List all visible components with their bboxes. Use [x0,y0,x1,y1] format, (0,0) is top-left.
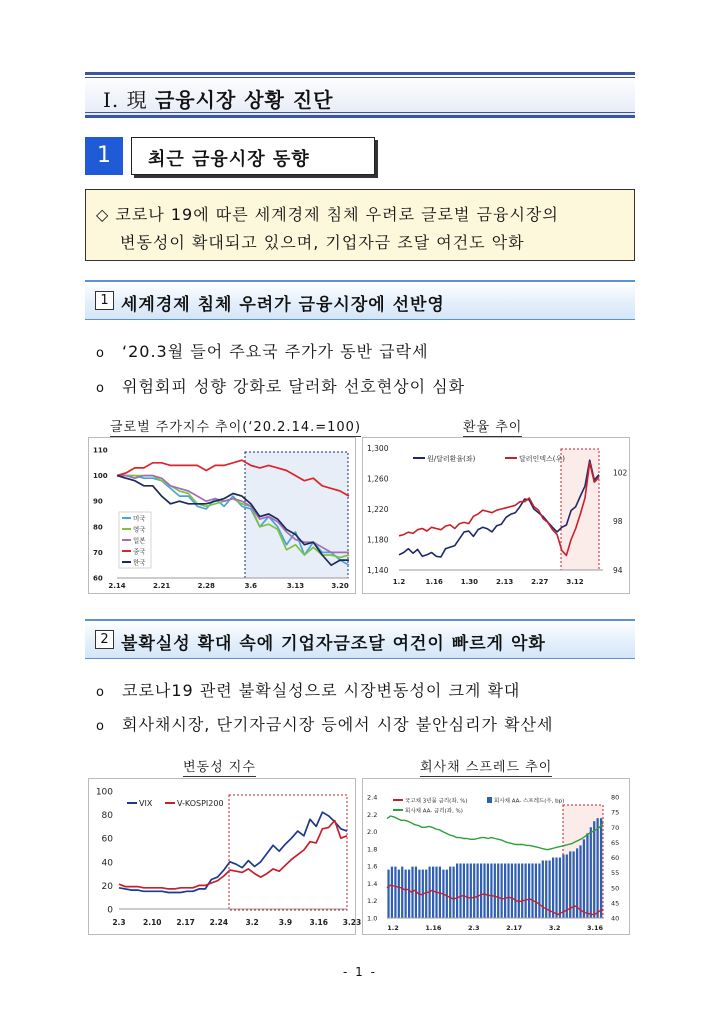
y-right-tick-label: 80 [611,793,620,802]
spread-bar [494,864,496,919]
x-tick-label: 3.23 [342,918,362,927]
subsection-header-1 [85,280,635,320]
summary-line-1: ◇ 코로나 19에 따른 세계경제 침체 우려로 글로벌 금융시장의 [96,205,559,224]
x-tick-label: 2.3 [468,924,480,932]
x-tick-label: 3.13 [286,582,305,590]
stock-chart-frame [88,437,356,594]
y-left-tick-label: 2.4 [367,793,378,802]
stock-index-chart [89,438,355,593]
spread-bar [504,864,506,919]
spread-bar [549,861,551,919]
legend-label: 국고채 3년물 금리(좌, %) [405,798,468,805]
chart-caption-vol: 변동성 지수 [183,756,256,777]
x-tick-label: 2.17 [176,918,195,927]
bullet-item [96,712,553,735]
bullet-circle-icon: o [96,719,105,734]
legend-label: VIX [139,799,153,808]
legend-label: 중국 [133,547,146,556]
y-right-tick-label: 70 [611,823,620,832]
spread-bar [511,864,513,919]
spread-bar [425,870,427,918]
x-tick-label: 3.2 [548,924,561,932]
spread-bar [432,867,434,918]
highlight-region [245,452,348,578]
spread-bar [597,818,599,918]
y-left-tick-label: 1,140 [367,566,389,575]
y-left-tick-label: 1.0 [367,914,378,923]
x-tick-label: 3.6 [244,582,258,590]
series-line-V-KOSPI200 [119,821,347,889]
bullet-circle-icon: o [96,685,105,700]
spread-bar [555,858,557,919]
legend-label: V-KOSPI200 [177,799,224,808]
subsection-title: 세계경제 침체 우려가 금융시장에 선반영 [121,295,445,315]
y-right-tick-label: 50 [611,884,620,893]
spread-bar [490,864,492,919]
spread-bar [531,864,533,919]
series-line-VIX [119,812,347,892]
y-right-tick-label: 60 [611,854,620,862]
y-left-tick-label: 1,260 [367,474,389,484]
bullet-text: ‘20.3월 들어 주요국 주가가 동반 급락세 [122,342,429,361]
bullet-text: 코로나19 관련 불확실성으로 시장변동성이 크게 확대 [122,681,521,700]
spread-bar [514,864,516,919]
bullet-circle-icon: o [96,346,105,361]
bullet-item [96,678,520,701]
y-right-tick-label: 65 [611,838,620,847]
y-right-tick-label: 55 [611,869,620,878]
y-tick-label: 40 [101,858,113,869]
spread-bar [466,864,468,919]
spread-bar [398,870,400,918]
spread-bar [600,818,602,918]
x-tick-label: 1.16 [425,924,442,932]
y-tick-label: 20 [101,881,113,892]
spread-bar [573,851,575,918]
spread-bar [463,864,465,919]
legend-label: 달러인덱스(우) [519,455,566,463]
spread-bar [521,864,523,919]
highlight-region [229,795,347,910]
x-tick-label: 1.2 [387,924,399,932]
section-title: 최근 금융시장 동향 [148,149,310,170]
subsection-number: 2 [95,630,114,649]
chart-caption-spread: 회사채 스프레드 추이 [420,756,552,777]
section-number-badge: 1 [85,137,123,175]
spread-bar [394,867,396,918]
x-tick-label: 2.10 [143,918,162,927]
legend-label: 일본 [133,536,146,545]
legend-swatch [487,797,492,803]
y-left-tick-label: 1.4 [367,879,378,888]
spread-bar [586,833,588,918]
fx-chart-frame [362,437,630,594]
spread-bar [566,855,568,919]
y-right-tick-label: 102 [613,468,628,478]
x-tick-label: 2.3 [112,918,126,927]
x-tick-label: 2.28 [197,582,215,590]
spread-bar [408,870,410,918]
y-left-tick-label: 1,220 [367,505,389,514]
y-tick-label: 70 [93,548,103,557]
y-right-tick-label: 98 [613,517,623,527]
spread-bar [446,870,448,918]
spread-bar [562,855,564,919]
bullet-item [96,339,429,362]
main-title [103,84,333,113]
bullet-item [96,374,465,397]
spread-bar [552,858,554,919]
spread-chart-frame [362,778,630,935]
y-left-tick-label: 1,300 [367,444,389,453]
spread-bar [483,864,485,919]
x-tick-label: 1.16 [425,578,443,586]
x-tick-label: 3.2 [245,918,259,927]
y-left-tick-label: 1.8 [367,845,378,854]
x-tick-label: 2.17 [506,924,523,932]
y-right-tick-label: 40 [611,914,620,923]
y-right-tick-label: 94 [613,566,623,575]
y-tick-label: 60 [101,834,113,845]
spread-bar [477,864,479,919]
bullet-text: 회사채시장, 단기자금시장 등에서 시장 불안심리가 확산세 [122,715,554,734]
spread-bar [528,864,530,919]
spread-chart [363,779,629,934]
spread-bar [405,870,407,918]
spread-bar [525,864,527,919]
y-right-tick-label: 75 [611,808,620,817]
main-title-bar [85,72,635,118]
y-tick-label: 90 [93,497,103,506]
x-tick-label: 2.13 [495,578,514,586]
y-left-tick-label: 2.0 [367,828,378,837]
y-tick-label: 80 [101,811,113,822]
subsection-title: 불확실성 확대 속에 기업자금조달 여건이 빠르게 악화 [121,634,546,654]
x-tick-label: 2.14 [108,582,126,590]
x-tick-label: 3.16 [309,918,328,927]
x-tick-label: 2.21 [152,582,171,590]
bullet-text: 위험회피 성향 강화로 달러화 선호현상이 심화 [122,377,466,396]
y-tick-label: 100 [93,472,108,481]
legend-label: 영국 [133,525,146,534]
spread-bar [473,864,475,919]
x-tick-label: 2.24 [209,918,229,927]
y-tick-label: 0 [107,905,113,916]
spread-bar [470,864,472,919]
spread-bar [583,839,585,918]
chart-caption-fx: 환율 추이 [463,416,522,437]
legend-label: 회사채 AA- 스프레드(우, bp) [494,798,565,805]
title-text: 금융시장 상황 진단 [154,88,334,112]
spread-bar [501,864,503,919]
spread-bar [593,821,595,918]
spread-bar [459,864,461,919]
subsection-header-2 [85,619,635,659]
y-left-tick-label: 1,180 [367,535,389,545]
x-tick-label: 3.20 [331,582,349,590]
y-tick-label: 60 [93,574,103,583]
summary-line-2: 변동성이 확대되고 있으며, 기업자금 조달 여건도 악화 [120,233,525,252]
x-tick-label: 3.12 [566,578,584,586]
y-right-tick-label: 45 [611,899,620,908]
y-tick-label: 100 [95,787,113,798]
legend-label: 원/달러환율(좌) [427,455,476,463]
spread-bar [579,845,581,918]
legend-label: 한국 [133,558,146,567]
spread-bar [590,827,592,918]
chart-caption-stock: 글로벌 주가지수 추이(‘20.2.14.=100) [110,416,361,437]
exchange-rate-chart [363,438,629,593]
legend-label: 미국 [133,514,146,523]
y-tick-label: 80 [93,523,103,532]
spread-bar [518,864,520,919]
spread-bar [401,867,403,918]
x-tick-label: 1.30 [460,578,479,586]
volatility-chart [89,779,362,934]
spread-bar [542,861,544,919]
y-tick-label: 110 [93,446,108,455]
spread-bar [387,870,389,918]
spread-bar [535,864,537,919]
x-tick-label: 3.16 [586,924,604,932]
y-left-tick-label: 1.2 [367,897,378,906]
x-tick-label: 1.2 [392,578,406,586]
x-tick-label: 2.27 [531,578,549,586]
spread-bar [487,864,489,919]
spread-bar [456,864,458,919]
vol-chart-frame [88,778,362,935]
page-number: - 1 - [343,965,377,979]
x-tick-label: 3.9 [278,918,293,927]
spread-bar [538,864,540,919]
legend-label: 회사채 AA- 금리(좌, %) [405,808,463,815]
summary-box [85,189,635,261]
spread-bar [507,864,509,919]
spread-bar [497,864,499,919]
spread-bar [391,867,393,918]
spread-bar [449,867,451,918]
title-prefix: Ⅰ. 現 [103,88,148,112]
y-left-tick-label: 1.6 [367,862,378,871]
spread-bar [480,864,482,919]
spread-bar [559,858,561,919]
bullet-circle-icon: o [96,381,105,396]
y-left-tick-label: 2.2 [367,810,378,819]
subsection-number: 1 [95,291,114,310]
spread-bar [453,867,455,918]
